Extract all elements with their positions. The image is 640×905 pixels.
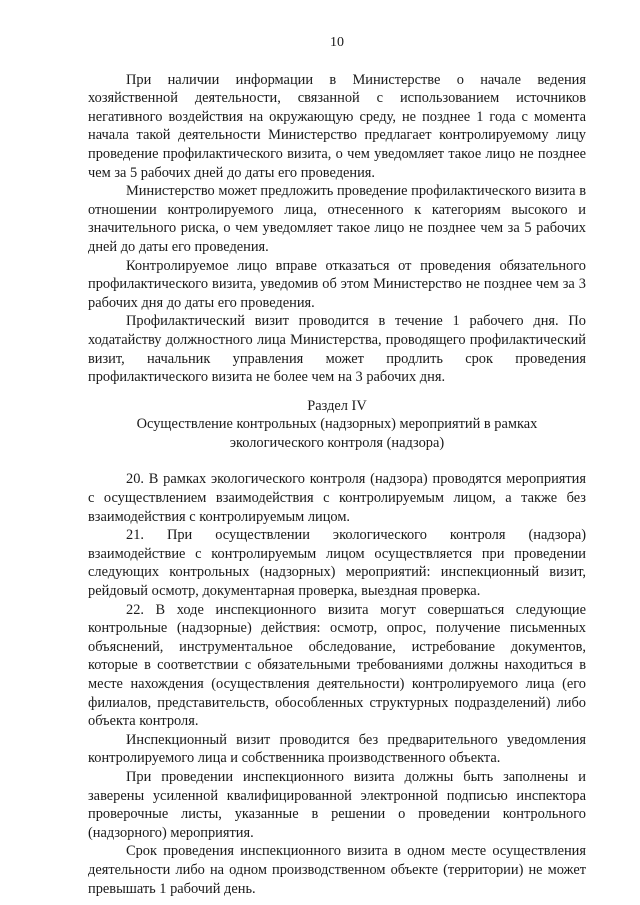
paragraph-refuse-visit: Контролируемое лицо вправе отказаться от проведения обязательного профилактического визита, уведомив об этом Министерство не позднее чем за 3 рабочих дня до даты его проведения. <box>88 257 586 311</box>
paragraph-item-20: 20. В рамках экологического контроля (надзора) проводятся мероприятия с осуществлением взаимодействия с контролируемым лицом, а также без взаимодействия с контролируемым лицом. <box>88 471 586 525</box>
document-page <box>88 34 586 898</box>
paragraph-visit-term: Срок проведения инспекционного визита в одном месте осуществления деятельности либо на одном производственном объекте (территории) не может превышать 1 рабочий день. <box>88 843 586 897</box>
section-heading <box>88 397 586 453</box>
paragraph-high-risk-visit: Министерство может предложить проведение профилактического визита в отношении контролируемого лица, отнесенного к категориям высокого и значительного риска, о чем уведомляет такое лицо не позднее чем за 5 рабочих дней до даты его проведения. <box>88 183 586 255</box>
paragraph-checklists: При проведении инспекционного визита должны быть заполнены и заверены усиленной квалифицированной электронной подписью инспектора проверочные листы, указанные в решении о проведении контрольного (надзорного) мероприятия. <box>88 768 586 841</box>
paragraph-no-notice: Инспекционный визит проводится без предварительного уведомления контролируемого лица и собственника производственного объекта. <box>88 731 586 767</box>
section-title: Осуществление контрольных (надзорных) мероприятий в рамках экологического контроля (надзора) <box>136 416 538 451</box>
paragraph-item-21: 21. При осуществлении экологического контроля (надзора) взаимодействие с контролируемым лицом осуществляется при проведении следующих контрольных (надзорных) мероприятий: инспекционный визит, рейдовый осмотр, документарная проверка, выездная проверка. <box>88 527 586 600</box>
paragraph-item-22: 22. В ходе инспекционного визита могут совершаться следующие контрольные (надзорные) действия: осмотр, опрос, получение письменных объяснений, инструментальное обследование, истребование документов, которые в соответствии с обязательными требованиями должны находиться в месте нахождения (осуществления деятельности) контролируемого лица (его филиалов, представительств, обособленных структурных подразделений) либо объекта контроля. <box>88 601 586 730</box>
paragraph-info-start-activity: При наличии информации в Министерстве о начале ведения хозяйственной деятельности, связанной с использованием источников негативного воздействия на окружающую среду, не позднее 1 года с момента начала такой деятельности Министерство предлагает контролируемому лицу проведение профилактического визита, о чем уведомляет такое лицо не позднее чем за 5 рабочих дней до даты его проведения. <box>88 71 586 181</box>
section-spacer <box>88 452 586 470</box>
section-label: Раздел IV <box>307 397 367 414</box>
page-number: 10 <box>330 35 344 50</box>
paragraph-visit-duration: Профилактический визит проводится в течение 1 рабочего дня. По ходатайству должностного лица Министерства, проводящего профилактический визит, начальник управления может продлить срок проведения профилактического визита не более чем на 3 рабочих дня. <box>88 313 586 386</box>
